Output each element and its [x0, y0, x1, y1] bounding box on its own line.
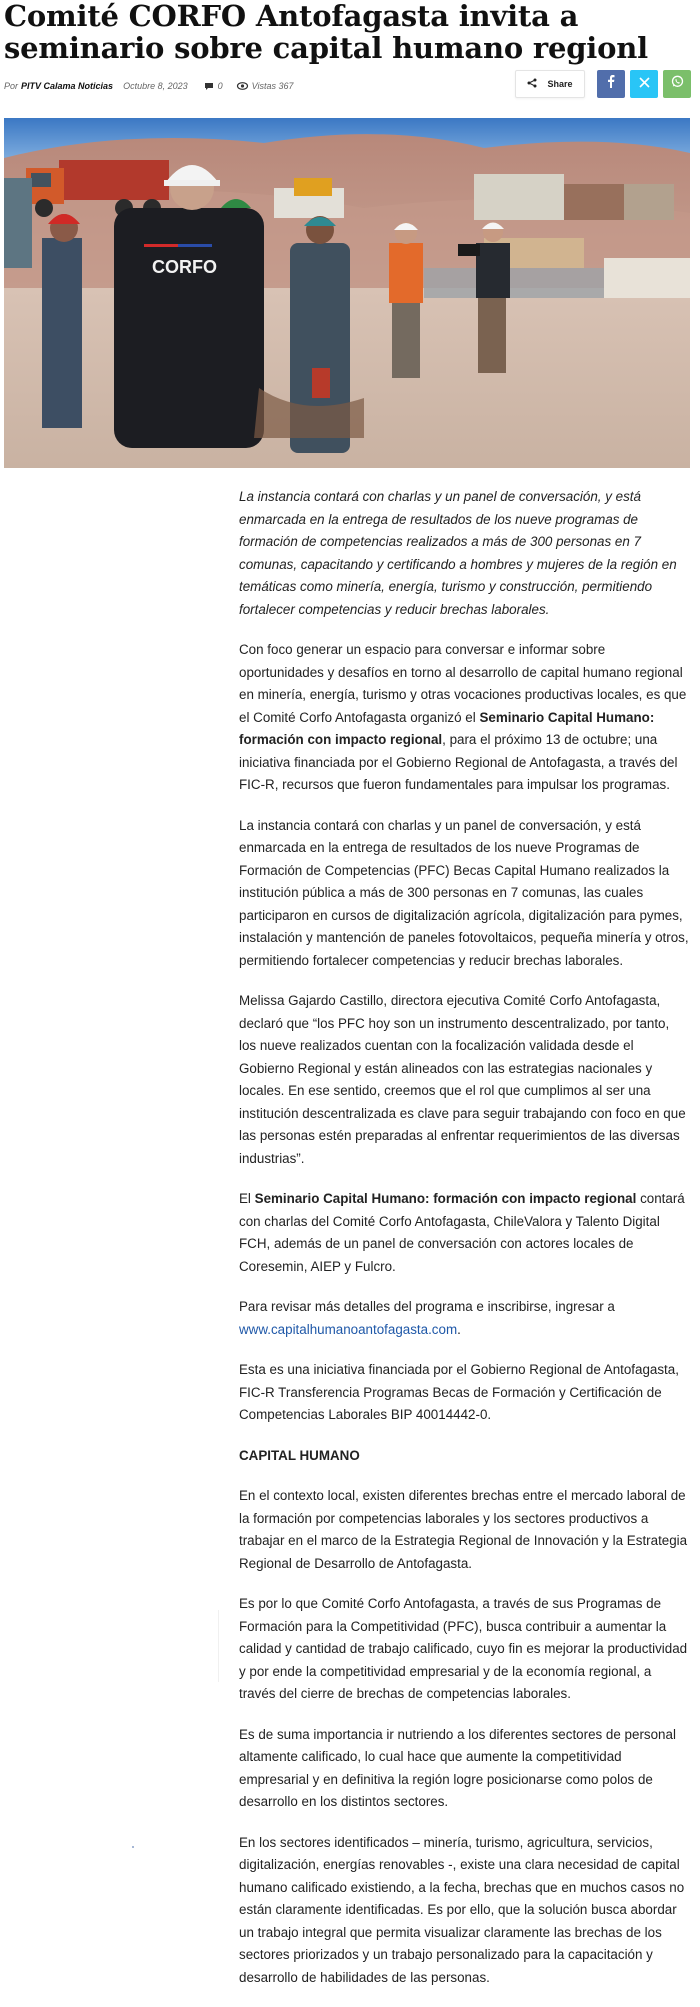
whatsapp-icon	[671, 75, 684, 93]
seminar-name: Seminario Capital Humano: formación con impacto regional	[239, 709, 655, 747]
worker-orange-vest	[389, 222, 423, 378]
hero-photo	[4, 118, 690, 468]
paragraph-4	[239, 1188, 690, 1278]
author-link[interactable]: PITV Calama Noticias	[21, 81, 114, 91]
comment-count[interactable]: 0	[217, 81, 223, 91]
share-icon	[527, 78, 537, 90]
facebook-share-button[interactable]	[597, 70, 625, 98]
paragraph-5-text-end: .	[457, 1321, 461, 1337]
share-label: Share	[547, 79, 573, 89]
registration-link[interactable]: www.capitalhumanoantofagasta.com	[239, 1321, 458, 1337]
paragraph-4-text: El	[239, 1191, 255, 1206]
paragraph-2: La instancia contará con charlas y un panel de conversación, y está enmarcada en la entrega de resultados de los nueve Programas de Formación de Competencias (PFC) Becas Capital Humano realizados la institución pública a más de 300 personas en 7 comunas, las cuales participaron en cursos de digitalización agrícola, digitalización para pymes, instalación y mantención de paneles fotovoltaicos, pequeña minería y otros, permitiendo fortalecer competencias y reducir brechas laborales.	[239, 817, 689, 968]
section-heading: CAPITAL HUMANO	[239, 1447, 360, 1463]
paragraph-10: En los sectores identificados – minería, turismo, agricultura, servicios, digitalización, energías renovables -, existe una clara necesidad de capital humano calificado existiendo, a la fecha, brechas que en muchos casos no están claramente identificadas. Es por ello, que la solución busca abordar un trabajo integral que permita visualizar claramente las brechas de los sectores priorizados y un trabajo personalizado para la capacitación y desarrollo de habilidades de las personas.	[239, 1834, 685, 1985]
article-lead: La instancia contará con charlas y un panel de conversación, y está enmarcada en la entrega de resultados de los nueve programas de formación de competencias realizados a más de 300 personas en 7 comunas, capacitando y certificando a hombres y mujeres de la región en temáticas como minería, energía, turismo y construcción, permitiendo fortalecer competencias y reducir brechas laborales.	[239, 489, 677, 617]
share-button[interactable]	[515, 70, 585, 98]
paragraph-8: Es por lo que Comité Corfo Antofagasta, a través de sus Programas de Formación para la Competitividad (PFC), busca contribuir a aumentar la calidad y cantidad de trabajo calificado, cuyo fin es mejorar la productividad y por ende la competitividad empresarial y de la economía regional, a través del cierre de brechas de competencias laborales.	[239, 1596, 688, 1701]
article-meta	[4, 78, 294, 94]
x-share-button[interactable]	[630, 70, 658, 98]
paragraph-1-text: Con foco generar un espacio para conversar e informar sobre oportunidades y desafíos en torno al desarrollo de capital humano regional en minería, energía, turismo y otras vocaciones productivas locales, es que el Comité Corfo Antofagasta organizó el	[239, 642, 687, 725]
paragraph-4-text-end: contará con charlas del Comité Corfo Antofagasta, ChileValora y Talento Digital FCH, además de un panel de conversación con actores locales de Coresemin, AIEP y Fulcro.	[239, 1191, 685, 1274]
article-title: Comité CORFO Antofagasta invita a seminario sobre capital humano regionl	[4, 0, 648, 65]
x-twitter-icon	[639, 75, 650, 93]
paragraph-1	[239, 639, 690, 797]
article-body	[239, 486, 690, 2007]
view-count: Vistas 367	[251, 81, 294, 91]
side-divider	[218, 1610, 219, 1682]
paragraph-5-text: Para revisar más detalles del programa e inscribirse, ingresar a	[239, 1299, 615, 1314]
paragraph-3: Melissa Gajardo Castillo, directora ejecutiva Comité Corfo Antofagasta, declaró que “los PFC hoy son un instrumento descentralizado, por tanto, los nueve realizados cuentan con la focalización validada desde el Gobierno Regional y están alineados con las estrategias nacionales y locales. En ese sentido, creemos que el rol que cumplimos al ser una institución descentralizada es clave para seguir trabajando con foco en que las personas estén preparadas al enfrentar requerimientos de las diversas industrias”.	[239, 993, 686, 1166]
facebook-icon	[607, 75, 615, 93]
publish-date: Octubre 8, 2023	[123, 81, 188, 91]
paragraph-5	[239, 1296, 690, 1341]
vest-logo: CORFO	[152, 257, 217, 277]
eye-icon	[237, 82, 248, 90]
paragraph-1-text-end: , para el próximo 13 de octubre; una iniciativa financiada por el Gobierno Regional de Antofagasta, a través del FIC-R, recursos que fueron fundamentales para impulsar los programas.	[239, 732, 678, 792]
whatsapp-share-button[interactable]	[663, 70, 691, 98]
seminar-name-2: Seminario Capital Humano: formación con impacto regional	[254, 1191, 637, 1206]
paragraph-9: Es de suma importancia ir nutriendo a los diferentes sectores de personal altamente calificado, lo cual hace que aumente la competitividad empresarial y en definitiva la región logre posicionarse como polos de desarrollo en los distintos sectores.	[239, 1726, 676, 1809]
by-label: Por	[4, 81, 19, 91]
worker-far-left	[42, 214, 82, 428]
side-dot	[132, 1846, 134, 1848]
comment-icon[interactable]	[204, 82, 214, 91]
paragraph-7: En el contexto local, existen diferentes brechas entre el mercado laboral de la formación por competencias laborales y los sectores productivos a trabajar en el marco de la Estrategia Regional de Innovación y la Estrategia Regional de Desarrollo de Antofagasta.	[239, 1488, 688, 1571]
paragraph-6: Esta es una iniciativa financiada por el Gobierno Regional de Antofagasta, FIC-R Transferencia Programas Becas de Formación y Certificación de Competencias Laborales BIP 40014442-0.	[239, 1362, 679, 1422]
